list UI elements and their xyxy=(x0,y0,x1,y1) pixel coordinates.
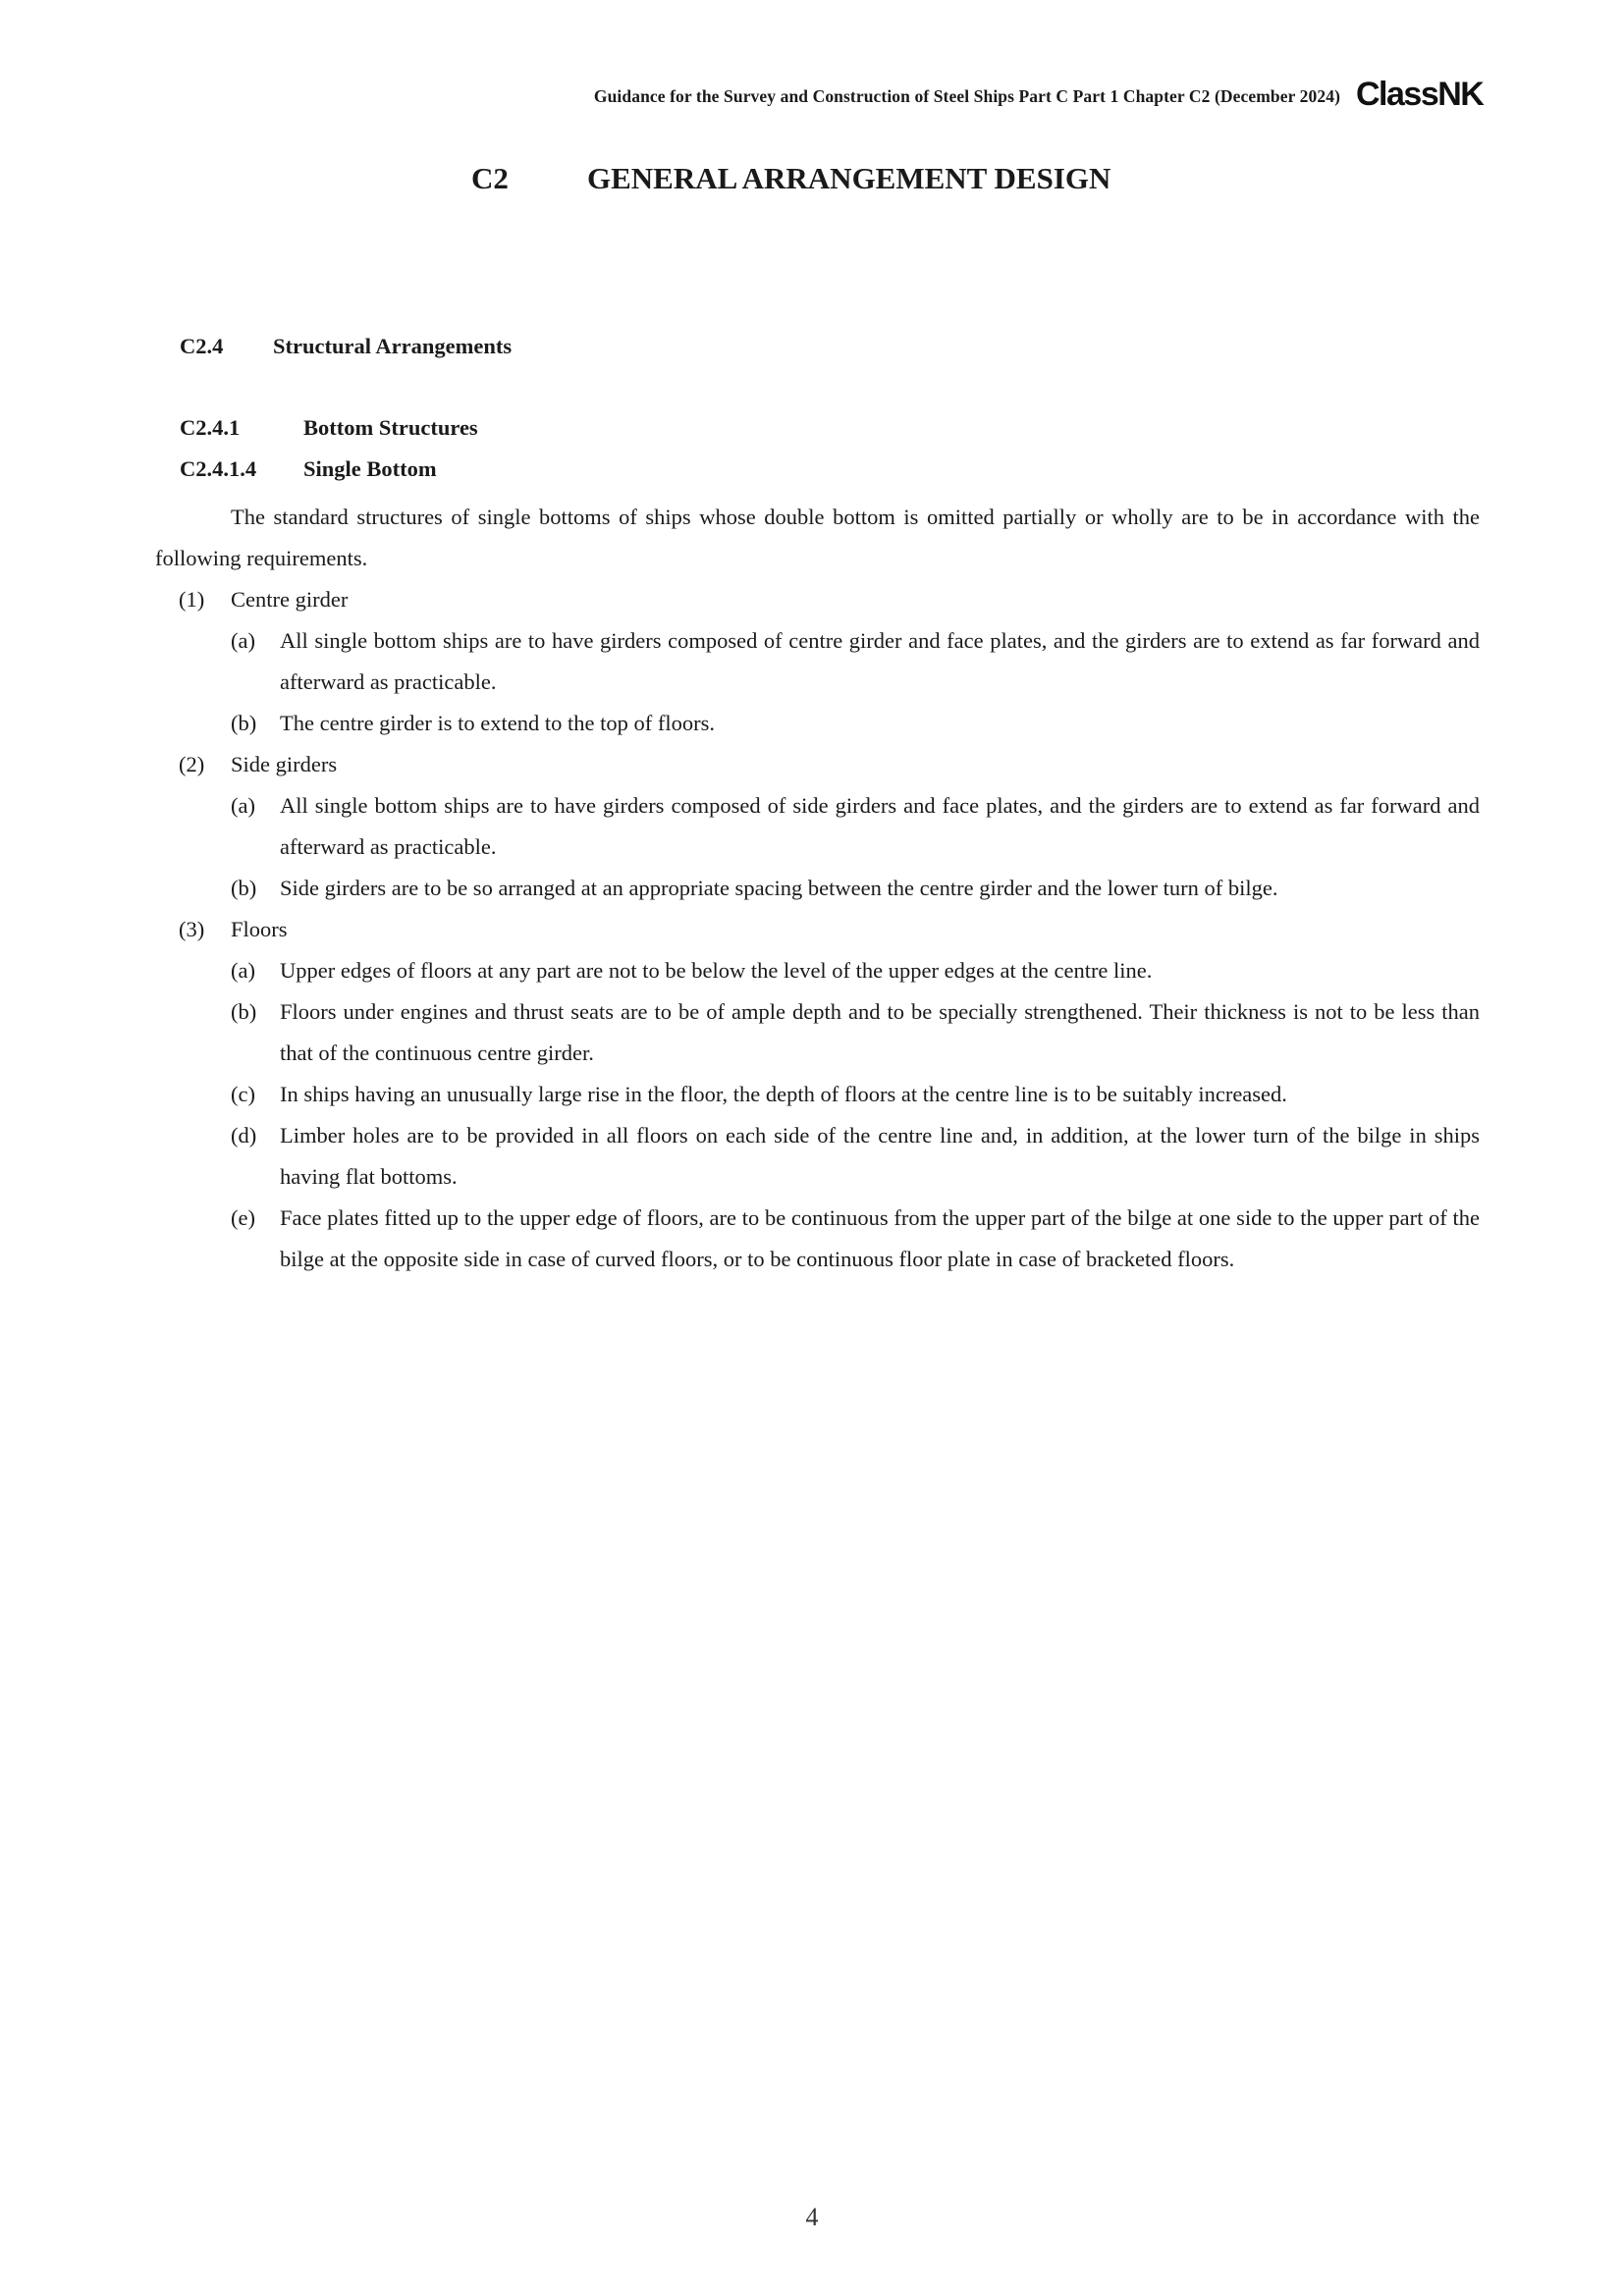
subitem-label: (e) xyxy=(231,1205,255,1230)
subitem xyxy=(155,950,1480,991)
section-title: Structural Arrangements xyxy=(273,334,513,358)
chapter-heading: GENERAL ARRANGEMENT DESIGN xyxy=(587,161,1111,195)
subitem-text: Floors under engines and thrust seats are to be of ample depth and to be specially strengthened. Their thickness is not to be less than that of the continuous centre girder. xyxy=(280,999,1480,1065)
classnk-logo: ClassNK xyxy=(1356,76,1484,113)
subitem-text: Limber holes are to be provided in all floors on each side of the centre line and, in addition, at the lower turn of the bilge in ships having flat bottoms. xyxy=(280,1123,1480,1189)
item-floors xyxy=(155,909,1480,950)
subitem xyxy=(155,620,1480,703)
subitem-label: (a) xyxy=(231,793,255,818)
item-title: Side girders xyxy=(231,752,338,776)
chapter-title xyxy=(471,161,1110,196)
subitem-text: All single bottom ships are to have girders composed of side girders and face plates, and the girders are to extend as far forward and afterward as practicable. xyxy=(280,793,1480,859)
subitem xyxy=(155,1115,1480,1198)
subitem-text: All single bottom ships are to have girders composed of centre girder and face plates, and the girders are to extend as far forward and afterward as practicable. xyxy=(280,628,1480,694)
subitem-label: (d) xyxy=(231,1123,257,1148)
subitem-label: (a) xyxy=(231,628,255,653)
subsubsection-heading xyxy=(180,456,437,482)
intro-paragraph: The standard structures of single bottoms of ships whose double bottom is omitted partially or wholly are to be in accordance with the following requirements. xyxy=(155,505,1480,570)
subitem xyxy=(155,991,1480,1074)
subitem-text: In ships having an unusually large rise in the floor, the depth of floors at the centre line is to be suitably increased. xyxy=(280,1082,1287,1106)
item-label: (2) xyxy=(179,752,205,776)
body-text xyxy=(155,497,1480,1280)
subitem-text: The centre girder is to extend to the top of floors. xyxy=(280,711,715,735)
subitem xyxy=(155,868,1480,909)
page-number: 4 xyxy=(805,2203,819,2231)
subitem xyxy=(155,1198,1480,1280)
subsubsection-title: Single Bottom xyxy=(303,456,437,481)
subsection-heading xyxy=(180,415,478,441)
item-label: (1) xyxy=(179,587,205,612)
subitem-label: (b) xyxy=(231,711,257,735)
subitem xyxy=(155,785,1480,868)
subitem xyxy=(155,1074,1480,1115)
subitem-label: (b) xyxy=(231,876,257,900)
subitem-text: Face plates fitted up to the upper edge of floors, are to be continuous from the upper part of the bilge at one side to the upper part of the bilge at the opposite side in case of curved floors, or to be continuous floor plate in case of bracketed floors. xyxy=(280,1205,1480,1271)
running-title: Guidance for the Survey and Construction of Steel Ships Part C Part 1 Chapter C2 (December 2024) xyxy=(593,86,1340,106)
section-number: C2.4 xyxy=(180,334,224,358)
subitem-label: (a) xyxy=(231,958,255,983)
chapter-number: C2 xyxy=(471,161,509,195)
item-title: Floors xyxy=(231,917,288,941)
subitem-label: (b) xyxy=(231,999,257,1024)
section-heading xyxy=(180,334,512,359)
item-title: Centre girder xyxy=(231,587,349,612)
subitem-label: (c) xyxy=(231,1082,255,1106)
subsection-title: Bottom Structures xyxy=(303,415,478,440)
subitem-text: Side girders are to be so arranged at an appropriate spacing between the centre girder and the lower turn of bilge. xyxy=(280,876,1278,900)
item-centre-girder xyxy=(155,579,1480,620)
item-label: (3) xyxy=(179,917,205,941)
item-side-girders xyxy=(155,744,1480,785)
subsubsection-number: C2.4.1.4 xyxy=(180,456,257,481)
subitem-text: Upper edges of floors at any part are not to be below the level of the upper edges at the centre line. xyxy=(280,958,1153,983)
subitem xyxy=(155,703,1480,744)
subsection-number: C2.4.1 xyxy=(180,415,241,440)
running-header xyxy=(0,77,1624,116)
